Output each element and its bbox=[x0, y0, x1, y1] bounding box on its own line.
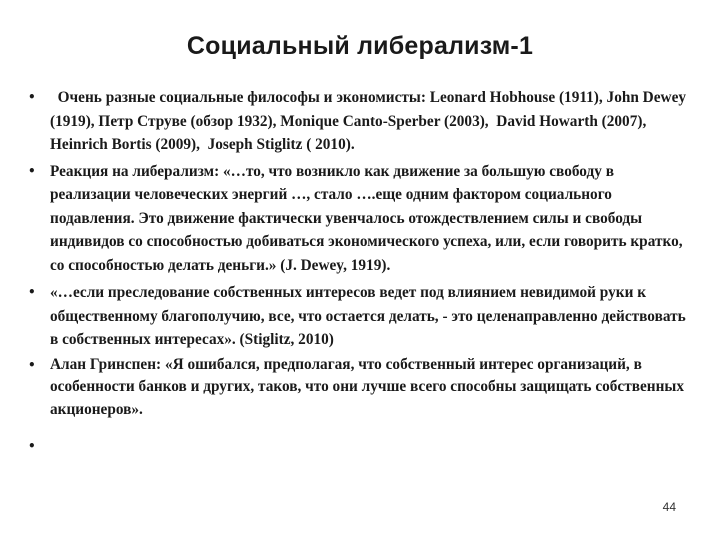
bullet-item-greenspan-quote bbox=[28, 354, 696, 422]
bullet-marker: • bbox=[28, 439, 36, 453]
bullet-marker: • bbox=[28, 163, 36, 178]
bullet-text: «…если преследование собственных интересов ведет под влиянием невидимой руки к общественному благополучию, все, что остается делать, - это целенаправленно действовать в собственных интересах». (Stiglitz, 2010) bbox=[50, 284, 686, 348]
bullet-marker: • bbox=[28, 285, 36, 299]
bullet-marker: • bbox=[28, 357, 36, 372]
bullet-text: Алан Гринспен: «Я ошибался, предполагая, что собственный интерес организаций, в особенности банков и других, таков, что они лучше всего способны защищать собственных акционеров». bbox=[50, 355, 684, 418]
bullet-list bbox=[28, 86, 696, 453]
page-number: 44 bbox=[662, 500, 676, 514]
bullet-item-stiglitz-quote bbox=[28, 281, 696, 352]
bullet-text: Реакция на либерализм: «…то, что возникло как движение за большую свободу в реализации человеческих энергий …, стало ….еще одним фактором социального подавления. Это движение фактически увенчалось отождествлением силы и свободы индивидов со способностью добиваться экономического успеха, или, если говорить кратко, со способностью делать деньги.» (J. Dewey, 1919). bbox=[50, 162, 683, 274]
bullet-text: Очень разные социальные философы и экономисты: Leonard Hobhouse (1911), John Dewey (1919), Петр Струве (обзор 1932), Monique Canto-Sperber (2003), David Howarth (2007), Heinrich Bortis (2009), Joseph Stiglitz ( 2010). bbox=[50, 89, 690, 153]
slide-title: Социальный либерализм-1 bbox=[186, 32, 534, 60]
bullet-item-philosophers bbox=[28, 86, 696, 157]
bullet-marker: • bbox=[28, 90, 36, 104]
bullet-item-dewey-quote bbox=[28, 160, 696, 278]
